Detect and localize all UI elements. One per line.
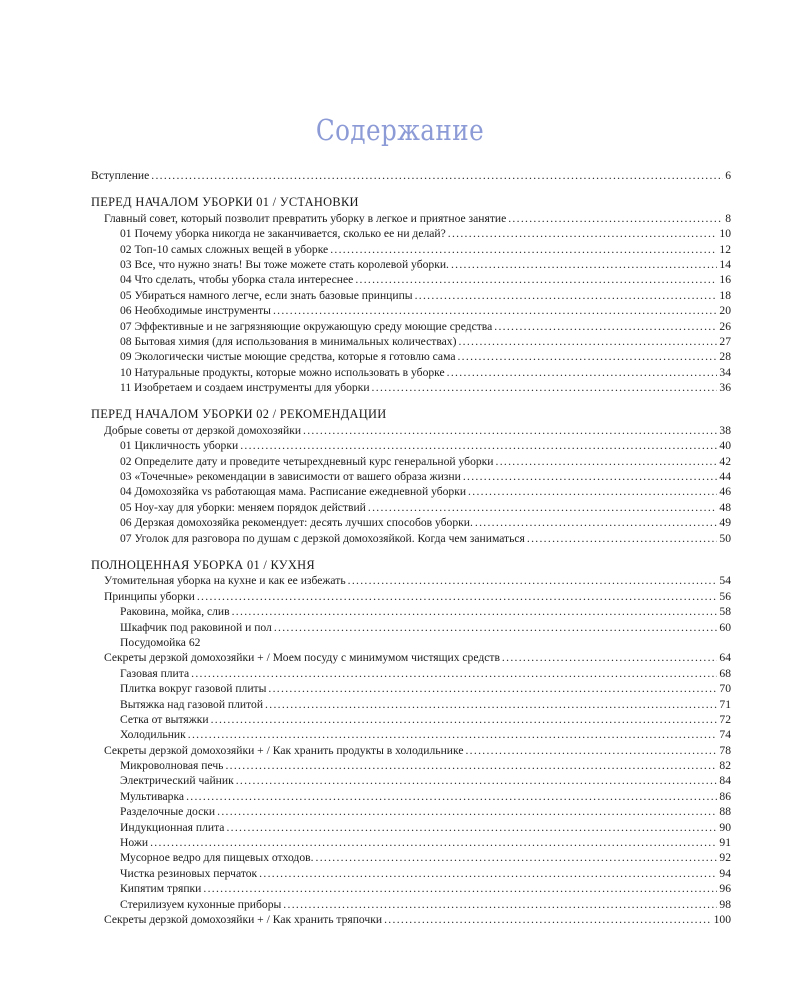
toc-entry-page: 16	[719, 273, 731, 287]
dot-leader	[273, 303, 717, 318]
toc-entry[interactable]	[91, 484, 731, 499]
toc-entry-page: 92	[719, 851, 731, 865]
toc-entry-page: 91	[719, 836, 731, 850]
section-heading: ПОЛНОЦЕННАЯ УБОРКА 01 / КУХНЯ	[91, 557, 315, 572]
toc-entry-page: 20	[719, 304, 731, 318]
toc-entry-title: 01 Почему уборка никогда не заканчивается, сколько ее ни делай?	[120, 227, 446, 241]
toc-entry-page: 44	[719, 470, 731, 484]
toc-entry-page: 12	[719, 242, 731, 256]
toc-entry[interactable]	[91, 531, 731, 546]
toc-entry-title: 02 Топ-10 самых сложных вещей в уборке	[120, 242, 329, 256]
dot-leader	[348, 573, 718, 588]
dot-leader	[465, 743, 717, 758]
toc-entry-title: 08 Бытовая химия (для использования в минимальных количествах)	[120, 334, 457, 348]
toc-entry-page: 49	[719, 516, 731, 530]
toc-entry-title: Стерилизуем кухонные приборы	[120, 897, 282, 911]
toc-entry-page: 70	[719, 682, 731, 696]
toc-entry[interactable]	[91, 804, 731, 819]
dot-leader	[188, 727, 718, 742]
toc-entry-title: 01 Цикличность уборки	[120, 439, 239, 453]
dot-leader	[372, 380, 718, 395]
toc-entry-title: 07 Эффективные и не загрязняющие окружающую среду моющие средства	[120, 319, 493, 333]
toc-entry[interactable]	[91, 866, 731, 881]
toc-entry[interactable]	[91, 423, 731, 438]
toc-entry[interactable]	[91, 897, 731, 912]
dot-leader	[494, 319, 717, 334]
toc-entry-title: 06 Необходимые инструменты	[120, 304, 271, 318]
toc-entry-title: Добрые советы от дерзкой домохозяйки	[104, 423, 302, 437]
toc-entry-title: 09 Экологически чистые моющие средства, которые я готовлю сама	[120, 350, 456, 364]
dot-leader	[502, 650, 717, 665]
toc-entry-title: 04 Что сделать, чтобы уборка стала интереснее	[120, 273, 354, 287]
toc-entry-title: Вытяжка над газовой плитой	[120, 697, 264, 711]
toc-entry-page: 34	[719, 365, 731, 379]
toc-entry-page: 8	[725, 211, 731, 225]
toc-entry-title: Раковина, мойка, слив	[120, 605, 230, 619]
toc-entry[interactable]	[91, 850, 731, 865]
dot-leader	[268, 681, 717, 696]
toc-entry-title: Мультиварка	[120, 789, 185, 803]
table-of-contents	[91, 168, 731, 927]
toc-entry-title: Электрический чайник	[120, 774, 234, 788]
toc-entry-title: Секреты дерзкой домохозяйки + / Моем посуду с минимумом чистящих средств	[104, 651, 500, 665]
dot-leader	[457, 349, 717, 364]
toc-entry-page: 82	[719, 759, 731, 773]
toc-entry[interactable]: Посудомойка 62	[120, 635, 201, 649]
toc-entry-page: 54	[719, 574, 731, 588]
dot-leader	[527, 531, 718, 546]
dot-leader	[303, 423, 717, 438]
toc-entry[interactable]	[91, 365, 731, 380]
toc-entry-page: 88	[719, 805, 731, 819]
toc-entry[interactable]	[91, 257, 731, 272]
toc-entry-page: 71	[719, 697, 731, 711]
toc-entry[interactable]	[91, 349, 731, 364]
toc-entry-page: 27	[719, 334, 731, 348]
toc-entry[interactable]	[91, 789, 731, 804]
toc-entry-title: Главный совет, который позволит превратить уборку в легкое и приятное занятие	[104, 211, 507, 225]
dot-leader	[458, 334, 717, 349]
toc-entry-page: 50	[719, 531, 731, 545]
toc-entry-title: Чистка резиновых перчаток	[120, 866, 258, 880]
toc-entry-page: 72	[719, 712, 731, 726]
dot-leader	[274, 620, 718, 635]
toc-entry-title: Плитка вокруг газовой плиты	[120, 682, 267, 696]
dot-leader	[236, 773, 718, 788]
dot-leader	[197, 589, 718, 604]
toc-entry-title: Ножи	[120, 836, 149, 850]
dot-leader	[508, 211, 723, 226]
toc-entry-page: 58	[719, 605, 731, 619]
toc-entry[interactable]	[91, 835, 731, 850]
toc-entry-title: Принципы уборки	[104, 589, 195, 603]
dot-leader	[447, 365, 718, 380]
toc-entry-page: 42	[719, 454, 731, 468]
toc-entry-page: 10	[719, 227, 731, 241]
toc-entry-title: 10 Натуральные продукты, которые можно использовать в уборке	[120, 365, 445, 379]
toc-entry[interactable]	[91, 500, 731, 515]
dot-leader	[283, 897, 717, 912]
toc-entry[interactable]	[91, 515, 731, 530]
toc-entry-title: 03 Все, что нужно знать! Вы тоже можете стать королевой уборки.	[120, 257, 449, 271]
toc-entry-page: 60	[719, 620, 731, 634]
dot-leader	[415, 288, 718, 303]
toc-entry-title: 03 «Точечные» рекомендации в зависимости от вашего образа жизни	[120, 470, 461, 484]
toc-entry-title: Секреты дерзкой домохозяйки + / Как хранить продукты в холодильнике	[104, 743, 464, 757]
dot-leader	[384, 912, 712, 927]
dot-leader	[217, 804, 717, 819]
toc-entry-page: 26	[719, 319, 731, 333]
toc-entry-page: 90	[719, 820, 731, 834]
toc-entry-title: 07 Уголок для разговора по душам с дерзкой домохозяйкой. Когда чем заниматься	[120, 531, 525, 545]
dot-leader	[330, 242, 717, 257]
dot-leader	[232, 604, 718, 619]
toc-entry[interactable]	[91, 380, 731, 395]
toc-entry[interactable]	[91, 319, 731, 334]
toc-entry-title: 02 Определите дату и проведите четырехдневный курс генеральной уборки	[120, 454, 494, 468]
toc-entry-page: 38	[719, 423, 731, 437]
toc-entry[interactable]	[91, 743, 731, 758]
toc-entry-page: 96	[719, 882, 731, 896]
toc-entry-page: 18	[719, 288, 731, 302]
toc-entry-page: 94	[719, 866, 731, 880]
toc-entry-page: 6	[725, 169, 731, 182]
section-heading: ПЕРЕД НАЧАЛОМ УБОРКИ 01 / УСТАНОВКИ	[91, 195, 359, 210]
toc-entry-title: Разделочные доски	[120, 805, 216, 819]
dot-leader	[368, 500, 718, 515]
toc-entry-title: 04 Домохозяйка vs работающая мама. Расписание ежедневной уборки	[120, 485, 467, 499]
toc-entry[interactable]	[91, 454, 731, 469]
toc-entry-page: 68	[719, 666, 731, 680]
toc-entry-title: Холодильник	[120, 728, 186, 742]
toc-entry-page: 100	[713, 912, 731, 926]
dot-leader	[151, 168, 723, 183]
toc-entry-page: 86	[719, 789, 731, 803]
toc-entry[interactable]	[91, 438, 731, 453]
dot-leader	[191, 666, 717, 681]
toc-entry-page: 78	[719, 743, 731, 757]
toc-entry-title: 05 Убираться намного легче, если знать базовые принципы	[120, 288, 413, 302]
dot-leader	[150, 835, 717, 850]
toc-entry-title: Вступление	[91, 169, 150, 182]
toc-entry-title: Утомительная уборка на кухне и как ее избежать	[104, 574, 346, 588]
toc-entry-title: Мусорное ведро для пищевых отходов.	[120, 851, 314, 865]
toc-entry-title: Газовая плита	[120, 666, 190, 680]
page-title: Содержание	[315, 113, 485, 147]
toc-entry-title: Индукционная плита	[120, 820, 225, 834]
dot-leader	[225, 758, 717, 773]
toc-entry[interactable]	[91, 681, 731, 696]
dot-leader	[265, 697, 717, 712]
toc-entry-page: 14	[719, 257, 731, 271]
toc-entry[interactable]	[91, 650, 731, 665]
toc-entry-page: 48	[719, 500, 731, 514]
toc-entry-page: 98	[719, 897, 731, 911]
section-heading: ПЕРЕД НАЧАЛОМ УБОРКИ 02 / РЕКОМЕНДАЦИИ	[91, 407, 387, 422]
toc-entry-page: 64	[719, 651, 731, 665]
dot-leader	[259, 866, 717, 881]
toc-entry-title: Микроволновая печь	[120, 759, 224, 773]
toc-entry[interactable]	[91, 589, 731, 604]
toc-entry[interactable]	[91, 573, 731, 588]
toc-entry-page: 40	[719, 439, 731, 453]
toc-entry[interactable]	[91, 773, 731, 788]
toc-entry-title: Кипятим тряпки	[120, 882, 202, 896]
toc-entry[interactable]	[91, 334, 731, 349]
dot-leader	[226, 820, 717, 835]
toc-entry[interactable]	[91, 712, 731, 727]
toc-entry-title: Сетка от вытяжки	[120, 712, 209, 726]
dot-leader	[355, 272, 717, 287]
dot-leader	[240, 438, 717, 453]
dot-leader	[475, 515, 718, 530]
toc-entry[interactable]	[91, 469, 731, 484]
toc-entry-page: 28	[719, 350, 731, 364]
toc-entry[interactable]	[91, 727, 731, 742]
toc-entry[interactable]	[91, 697, 731, 712]
toc-entry-title: Шкафчик под раковиной и пол	[120, 620, 272, 634]
toc-entry[interactable]	[91, 912, 731, 927]
dot-leader	[203, 881, 717, 896]
toc-entry-page: 74	[719, 728, 731, 742]
toc-entry-title: 06 Дерзкая домохозяйка рекомендует: десять лучших способов уборки.	[120, 516, 473, 530]
toc-entry-intro[interactable]	[91, 168, 731, 183]
toc-entry[interactable]	[91, 881, 731, 896]
toc-entry[interactable]	[91, 666, 731, 681]
toc-entry[interactable]	[91, 820, 731, 835]
toc-entry[interactable]	[91, 604, 731, 619]
toc-entry-page: 46	[719, 485, 731, 499]
toc-entry[interactable]	[91, 288, 731, 303]
dot-leader	[211, 712, 718, 727]
toc-entry-page: 36	[719, 381, 731, 395]
dot-leader	[448, 226, 718, 241]
dot-leader	[186, 789, 717, 804]
toc-entry[interactable]	[91, 211, 731, 226]
dot-leader	[468, 484, 717, 499]
toc-entry[interactable]	[91, 303, 731, 318]
toc-entry-page: 84	[719, 774, 731, 788]
toc-entry-title: 11 Изобретаем и создаем инструменты для уборки	[120, 381, 370, 395]
toc-entry[interactable]	[91, 758, 731, 773]
toc-entry-title: 05 Ноу-хау для уборки: меняем порядок действий	[120, 500, 366, 514]
dot-leader	[463, 469, 718, 484]
dot-leader	[316, 850, 718, 865]
toc-entry[interactable]	[91, 272, 731, 287]
toc-entry[interactable]	[91, 620, 731, 635]
toc-entry-title: Секреты дерзкой домохозяйки + / Как хранить тряпочки	[104, 912, 383, 926]
toc-entry[interactable]	[91, 242, 731, 257]
dot-leader	[451, 257, 717, 272]
toc-entry-page: 56	[719, 589, 731, 603]
dot-leader	[496, 454, 718, 469]
toc-entry[interactable]	[91, 226, 731, 241]
